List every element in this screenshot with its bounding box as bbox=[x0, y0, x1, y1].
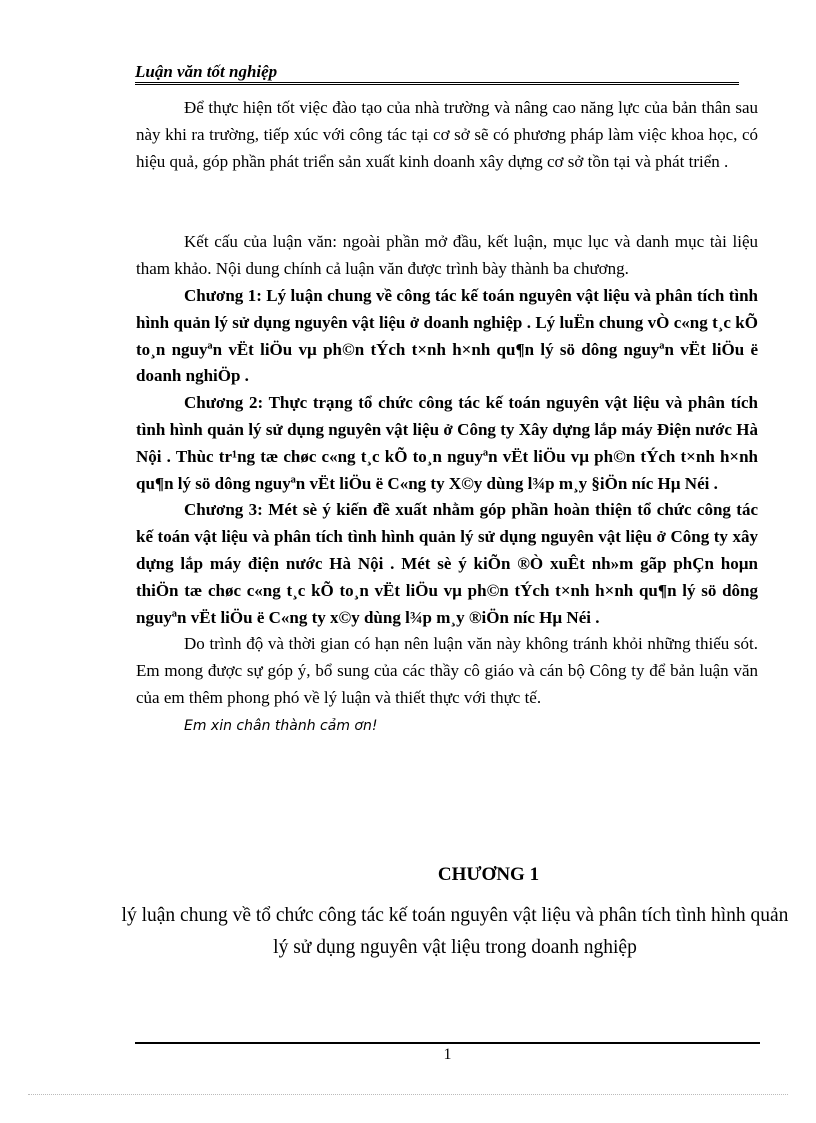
chapter-3-legacy-text: Mét sè ý kiÕn ®Ò xuÊt nh»m gãp phÇn hoµn thiÖn tæ chøc c«ng t¸c kÕ to¸n vËt liÖu vµ ph©n tÝch t×nh h×nh qu¶n lý sö dông nguyªn vËt liÖu ë C«ng ty x©y dùng l¾p m¸y ®iÖn níc Hµ Néi . bbox=[136, 553, 758, 627]
chapter-2-summary bbox=[136, 390, 758, 497]
chapter-subtitle: lý luận chung về tổ chức công tác kế toán nguyên vật liệu và phân tích tình hình quản lý sử dụng nguyên vật liệu trong doanh nghiệp bbox=[121, 905, 789, 958]
chapter-1-summary bbox=[136, 283, 758, 390]
limitations-paragraph: Do trình độ và thời gian có hạn nên luận văn này không tránh khỏi những thiếu sót. Em mong được sự góp ý, bổ sung của các thầy cô giáo và cán bộ Công ty để bản luận văn của em thêm phong phó về lý luận và thiết thực với thực tế. bbox=[136, 634, 758, 707]
thanks-line: Em xin chân thành cảm ơn! bbox=[184, 717, 378, 734]
page-bottom-dotted-line bbox=[28, 1094, 788, 1095]
intro-paragraph: Để thực hiện tốt việc đào tạo của nhà trường và nâng cao năng lực của bản thân sau này khi ra trường, tiếp xúc với công tác tại cơ sở sẽ có phương pháp làm việc khoa học, có hiệu quả, góp phần phát triển sản xuất kinh doanh xây dựng cơ sở tồn tại và phát triển . bbox=[136, 98, 758, 171]
chapter-2-legacy-text: Thùc tr¹ng tæ chøc c«ng t¸c kÕ to¸n nguyªn vËt liÖu vµ ph©n tÝch t×nh h×nh qu¶n lý sö dông nguyªn vËt liÖu ë C«ng ty X©y dùng l¾p m¸y §iÖn níc Hµ Néi . bbox=[136, 446, 759, 493]
chapter-2-title: Chương 2: Thực trạng tổ chức công tác kế toán nguyên vật liệu và phân tích tình hình quản lý sử dụng nguyên vật liệu ở Công ty Xây dựng lắp máy Điện nước Hà Nội . bbox=[136, 393, 758, 466]
chapter-1-legacy-text: Lý luËn chung vÒ c«ng t¸c kÕ to¸n nguyªn vËt liÖu vµ ph©n tÝch t×nh h×nh qu¶n lý sö dông nguyªn vËt liÖu ë doanh nghiÖp . bbox=[136, 312, 758, 386]
header-double-rule bbox=[135, 82, 739, 85]
chapter-3-title: Chương 3: Mét sè ý kiến đề xuất nhằm góp phần hoàn thiện tổ chức công tác kế toán vật liệu và phân tích tình hình quản lý sử dụng nguyên vật liệu ở Công ty xây dựng lắp máy điện nước Hà Nội . bbox=[136, 500, 758, 573]
page-number: 1 bbox=[443, 1046, 452, 1063]
structure-paragraph: Kết cấu của luận văn: ngoài phần mở đầu, kết luận, mục lục và danh mục tài liệu tham khảo. Nội dung chính cả luận văn được trình bày thành ba chương. bbox=[136, 232, 758, 279]
chapter-heading: CHƯƠNG 1 bbox=[437, 864, 540, 885]
running-header-title: Luận văn tốt nghiệp bbox=[135, 62, 278, 81]
document-body bbox=[136, 95, 758, 740]
chapter-3-summary bbox=[136, 497, 758, 631]
chapter-1-title: Chương 1: Lý luận chung về công tác kế toán nguyên vật liệu và phân tích tình hình quản lý sử dụng nguyên vật liệu ở doanh nghiệp . bbox=[136, 285, 758, 332]
footer-rule bbox=[135, 1042, 760, 1044]
